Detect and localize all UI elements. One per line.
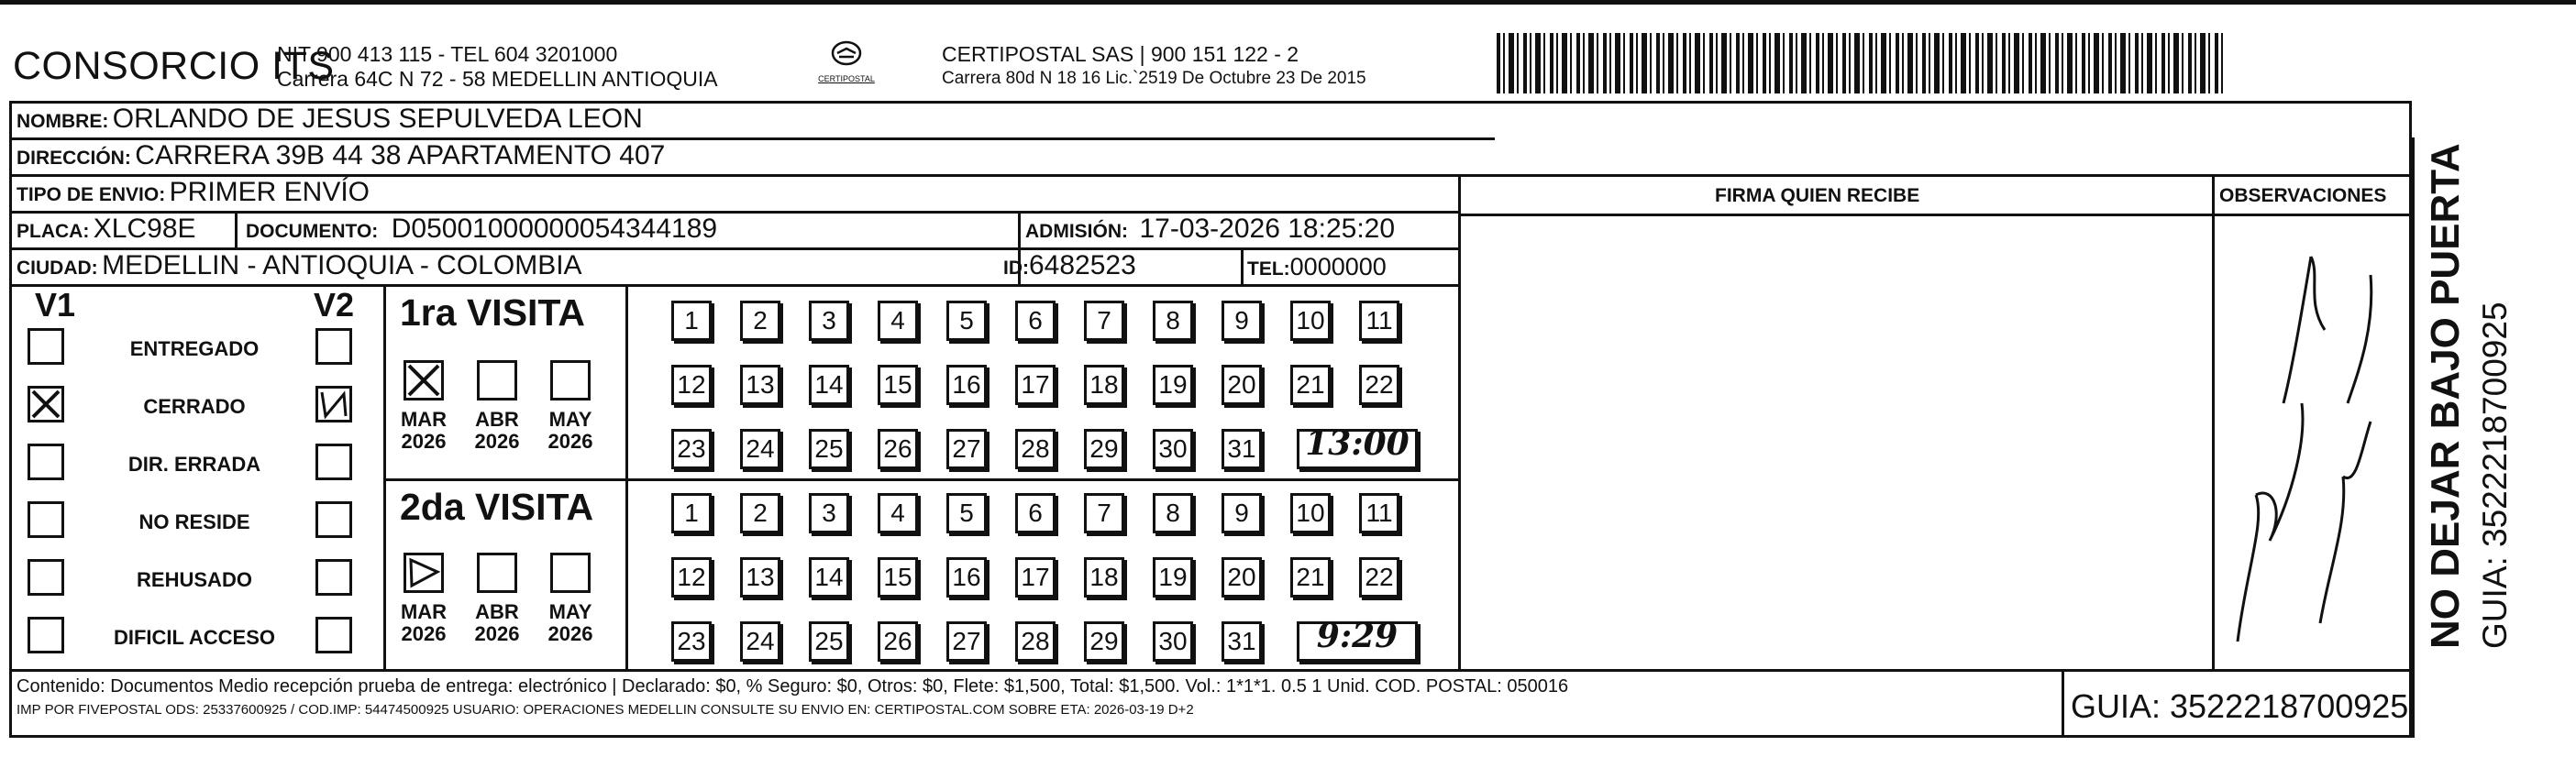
month-checkbox[interactable] <box>477 360 517 400</box>
document-label: DOCUMENTO: <box>246 221 379 242</box>
day-cell[interactable]: 9 <box>1222 493 1262 533</box>
v2-checkbox[interactable] <box>315 328 352 365</box>
day-cell[interactable]: 3 <box>809 301 849 341</box>
month-checkbox[interactable] <box>404 553 444 593</box>
top-rule <box>0 0 2576 5</box>
admission-field <box>1025 214 1395 245</box>
footer-contents: Contenido: Documentos Medio recepción prueba de entrega: electrónico | Declarado: $0, % Seguro: $0, Otros: $0, Flete: $1,500, Total: $1,500. Vol.: 1*1*1. 0.5 1 Unid. COD. POSTAL: 050016 <box>17 676 1569 697</box>
day-cell[interactable]: 19 <box>1153 557 1193 598</box>
v2-checkbox[interactable] <box>315 386 352 422</box>
day-cell[interactable]: 1 <box>671 493 712 533</box>
name-label: NOMBRE: <box>17 111 109 132</box>
month-label: MAR 2026 <box>400 600 448 645</box>
check-mark-icon <box>406 363 441 398</box>
day-cell[interactable]: 10 <box>1290 493 1331 533</box>
day-cell[interactable]: 11 <box>1359 493 1399 533</box>
day-cell[interactable]: 16 <box>946 557 987 598</box>
city-field <box>17 250 582 281</box>
status-label: DIFICIL ACCESO <box>113 626 275 649</box>
second-visit-title: 2da VISITA <box>400 486 594 528</box>
v1-checkbox[interactable] <box>28 559 64 596</box>
day-cell[interactable]: 14 <box>809 365 849 405</box>
day-cell[interactable]: 23 <box>671 621 712 662</box>
day-cell[interactable]: 8 <box>1153 493 1193 533</box>
second-visit-time: 9:29 <box>1316 617 1399 655</box>
day-cell[interactable]: 13 <box>740 365 780 405</box>
plate-value: XLC98E <box>93 214 196 244</box>
day-cell[interactable]: 5 <box>946 301 987 341</box>
first-visit-title: 1ra VISITA <box>400 291 586 334</box>
day-cell[interactable]: 8 <box>1153 301 1193 341</box>
recipient-name: ORLANDO DE JESUS SEPULVEDA LEON <box>112 104 643 134</box>
v1-header: V1 <box>35 286 76 324</box>
day-cell[interactable]: 26 <box>878 429 918 469</box>
day-cell[interactable]: 30 <box>1153 429 1193 469</box>
company-nit: NIT 900 413 115 - TEL 604 3201000 <box>277 42 618 66</box>
day-cell[interactable]: 12 <box>671 365 712 405</box>
status-label: DIR. ERRADA <box>127 453 261 476</box>
id-field <box>1003 250 1136 281</box>
name-row <box>17 104 643 135</box>
month-checkbox[interactable] <box>404 360 444 400</box>
admission-value: 17-03-2026 18:25:20 <box>1139 214 1396 244</box>
day-cell[interactable]: 9 <box>1222 301 1262 341</box>
day-cell[interactable]: 17 <box>1015 557 1056 598</box>
logo-icon <box>829 40 864 70</box>
day-cell[interactable]: 22 <box>1359 557 1399 598</box>
day-cell[interactable]: 15 <box>878 365 918 405</box>
day-cell[interactable]: 14 <box>809 557 849 598</box>
barcode <box>1497 33 2227 93</box>
day-cell[interactable]: 3 <box>809 493 849 533</box>
day-cell[interactable]: 2 <box>740 301 780 341</box>
check-mark-icon <box>30 389 61 420</box>
month-label: MAY 2026 <box>547 600 593 645</box>
day-cell[interactable]: 29 <box>1084 621 1124 662</box>
day-cell[interactable]: 7 <box>1084 301 1124 341</box>
tel-field <box>1247 253 1387 281</box>
month-label: ABR 2026 <box>474 600 520 645</box>
day-cell[interactable]: 11 <box>1359 301 1399 341</box>
admission-label: ADMISIÓN: <box>1025 221 1128 242</box>
no-dejar-bajo-puerta: NO DEJAR BAJO PUERTA <box>2423 143 2468 649</box>
type-label: TIPO DE ENVIO: <box>17 184 166 205</box>
day-cell[interactable]: 30 <box>1153 621 1193 662</box>
day-cell[interactable]: 23 <box>671 429 712 469</box>
day-cell[interactable]: 18 <box>1084 557 1124 598</box>
day-cell[interactable]: 17 <box>1015 365 1056 405</box>
day-cell[interactable]: 25 <box>809 621 849 662</box>
month-checkbox[interactable] <box>550 360 591 400</box>
month-label: MAY 2026 <box>547 408 593 453</box>
day-cell[interactable]: 5 <box>946 493 987 533</box>
day-cell[interactable]: 1 <box>671 301 712 341</box>
observations-handwriting <box>2219 220 2403 660</box>
check-mark-icon <box>318 389 349 420</box>
day-cell[interactable]: 7 <box>1084 493 1124 533</box>
day-cell[interactable]: 20 <box>1222 557 1262 598</box>
certipostal-logo <box>807 40 886 83</box>
v2-checkbox[interactable] <box>315 501 352 538</box>
day-cell[interactable]: 24 <box>740 621 780 662</box>
status-label: ENTREGADO <box>129 337 260 360</box>
address-row <box>17 140 665 171</box>
month-checkbox[interactable] <box>550 553 591 593</box>
day-cell[interactable]: 16 <box>946 365 987 405</box>
day-cell[interactable]: 22 <box>1359 365 1399 405</box>
month-checkbox[interactable] <box>477 553 517 593</box>
v2-header: V2 <box>314 286 355 324</box>
company-address: Carrera 64C N 72 - 58 MEDELLIN ANTIOQUIA <box>277 67 718 91</box>
city-value: MEDELLIN - ANTIOQUIA - COLOMBIA <box>102 250 582 280</box>
day-cell[interactable]: 19 <box>1153 365 1193 405</box>
day-cell[interactable]: 21 <box>1290 557 1331 598</box>
status-label: CERRADO <box>143 395 246 418</box>
day-cell[interactable]: 4 <box>878 301 918 341</box>
day-cell[interactable]: 13 <box>740 557 780 598</box>
recipient-address: CARRERA 39B 44 38 APARTAMENTO 407 <box>135 140 666 170</box>
day-cell[interactable]: 28 <box>1015 621 1056 662</box>
v1-checkbox[interactable] <box>28 386 64 422</box>
day-cell[interactable]: 2 <box>740 493 780 533</box>
day-cell[interactable]: 31 <box>1222 429 1262 469</box>
type-row <box>17 177 370 208</box>
first-visit-time: 13:00 <box>1305 424 1410 463</box>
v1-checkbox[interactable] <box>28 501 64 538</box>
day-cell[interactable]: 6 <box>1015 493 1056 533</box>
city-label: CIUDAD: <box>17 258 98 279</box>
day-cell[interactable]: 6 <box>1015 301 1056 341</box>
day-cell[interactable]: 10 <box>1290 301 1331 341</box>
day-cell[interactable]: 29 <box>1084 429 1124 469</box>
day-cell[interactable]: 26 <box>878 621 918 662</box>
id-value: 6482523 <box>1029 250 1136 280</box>
day-cell[interactable]: 28 <box>1015 429 1056 469</box>
day-cell[interactable]: 31 <box>1222 621 1262 662</box>
day-cell[interactable]: 18 <box>1084 365 1124 405</box>
footer-print-info: IMP POR FIVEPOSTAL ODS: 25337600925 / COD.IMP: 54474500925 USUARIO: OPERACIONES MEDELLIN CONSULTE SU ENVIO EN: CERTIPOSTAL.COM SOBRE ETA: 2026-03-19 D+2 <box>17 702 1194 718</box>
address-label: DIRECCIÓN: <box>17 148 131 169</box>
day-cell[interactable]: 15 <box>878 557 918 598</box>
day-cell[interactable]: 27 <box>946 429 987 469</box>
day-cell[interactable]: 27 <box>946 621 987 662</box>
side-guide-number: GUIA: 3522218700925 <box>2476 302 2514 649</box>
v1-checkbox[interactable] <box>28 617 64 653</box>
day-cell[interactable]: 20 <box>1222 365 1262 405</box>
day-cell[interactable]: 12 <box>671 557 712 598</box>
document-field <box>246 214 717 245</box>
status-label: REHUSADO <box>137 568 252 591</box>
company-name: CONSORCIO ITS <box>13 44 335 88</box>
footer-guide-number: GUIA: 3522218700925 <box>2071 687 2409 725</box>
courier-name: CERTIPOSTAL SAS | 900 151 122 - 2 <box>942 42 1299 66</box>
logo-text: CERTIPOSTAL <box>818 74 875 83</box>
check-mark-icon <box>406 555 441 590</box>
document-value: D05001000000054344189 <box>391 214 718 244</box>
month-label: ABR 2026 <box>474 408 520 453</box>
day-cell[interactable]: 4 <box>878 493 918 533</box>
v2-checkbox[interactable] <box>315 617 352 653</box>
v1-checkbox[interactable] <box>28 444 64 480</box>
day-cell[interactable]: 21 <box>1290 365 1331 405</box>
tel-value: 0000000 <box>1289 253 1387 280</box>
day-cell[interactable]: 25 <box>809 429 849 469</box>
tel-label: TEL: <box>1247 258 1290 280</box>
status-label: NO RESIDE <box>138 510 250 533</box>
v2-checkbox[interactable] <box>315 444 352 480</box>
v1-checkbox[interactable] <box>28 328 64 365</box>
signature-header: FIRMA QUIEN RECIBE <box>1715 185 1920 206</box>
plate-label: PLACA: <box>17 221 90 242</box>
observations-header: OBSERVACIONES <box>2219 185 2387 206</box>
plate-field <box>17 214 196 245</box>
v2-checkbox[interactable] <box>315 559 352 596</box>
day-cell[interactable]: 24 <box>740 429 780 469</box>
id-label: ID: <box>1003 258 1029 279</box>
month-label: MAR 2026 <box>400 408 448 453</box>
shipment-type: PRIMER ENVÍO <box>169 177 370 207</box>
courier-address: Carrera 80d N 18 16 Lic.`2519 De Octubre 23 De 2015 <box>942 69 1366 88</box>
